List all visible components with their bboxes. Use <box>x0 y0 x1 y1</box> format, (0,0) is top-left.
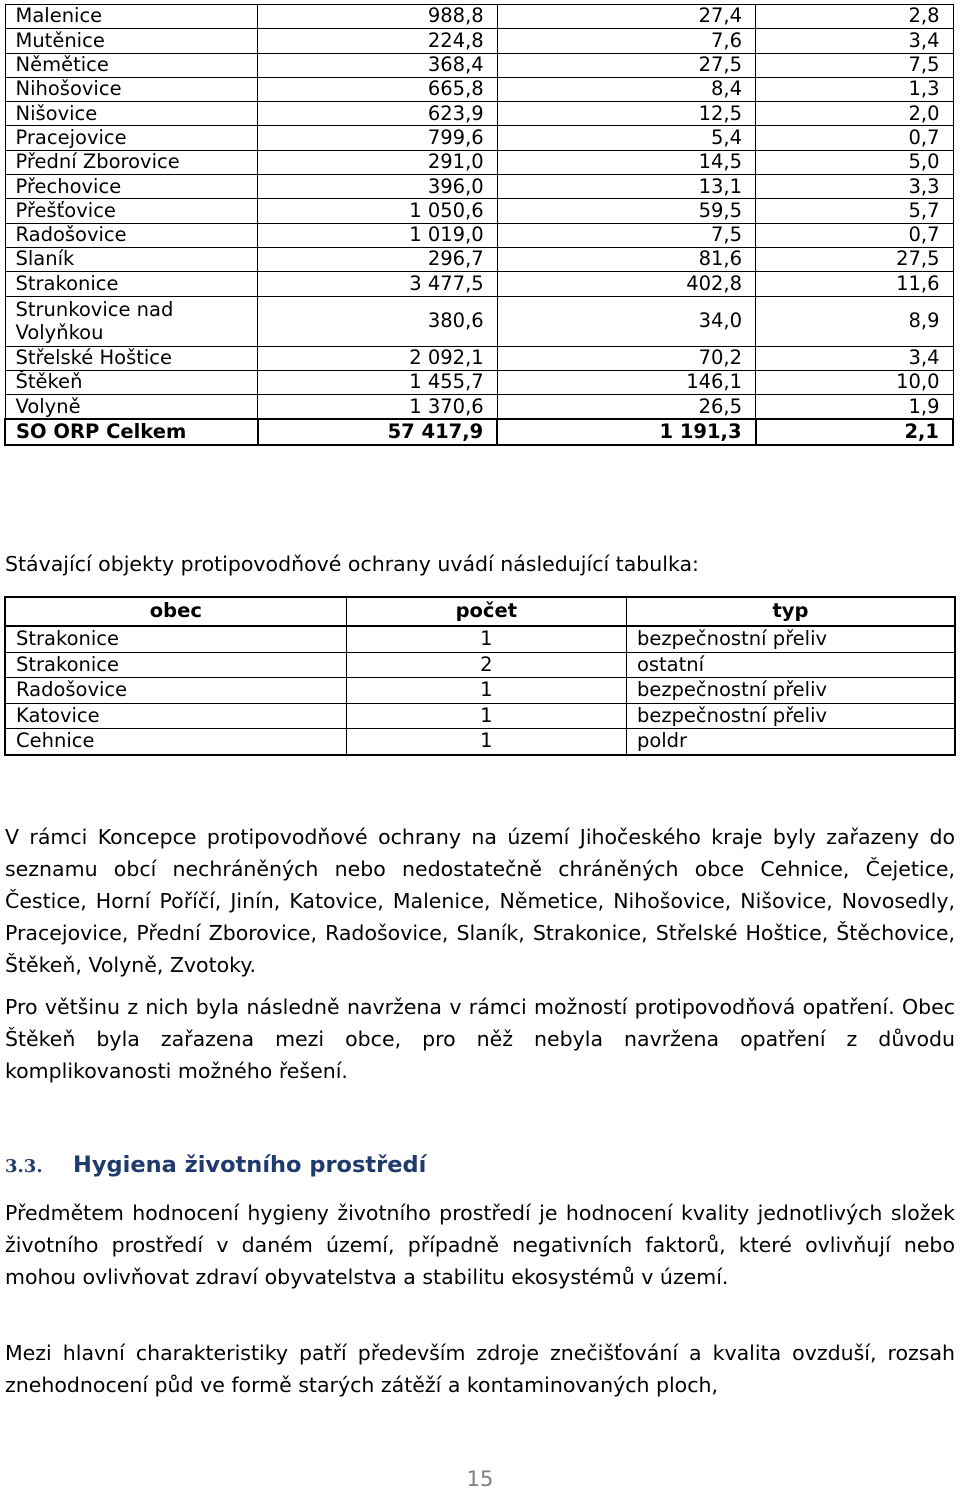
value-cell: 623,9 <box>258 102 497 126</box>
table-row <box>5 102 953 126</box>
value-cell: 1 455,7 <box>258 370 497 394</box>
value-cell: 7,6 <box>497 29 755 53</box>
table-row <box>5 150 953 174</box>
table-row <box>5 370 953 394</box>
value-cell: 11,6 <box>756 272 953 296</box>
total-row <box>5 419 953 445</box>
pocet-cell: 1 <box>346 678 626 704</box>
typ-cell: poldr <box>626 729 955 755</box>
value-cell: 2,0 <box>756 102 953 126</box>
table-row <box>5 199 953 223</box>
total-value: 2,1 <box>756 419 953 445</box>
value-cell: 7,5 <box>756 53 953 77</box>
municipality-cell: Malenice <box>5 5 258 29</box>
value-cell: 8,4 <box>497 77 755 101</box>
value-cell: 291,0 <box>258 150 497 174</box>
table-row <box>5 703 955 729</box>
value-cell: 13,1 <box>497 175 755 199</box>
pocet-cell: 1 <box>346 626 626 652</box>
value-cell: 27,5 <box>497 53 755 77</box>
table-row <box>5 77 953 101</box>
value-cell: 0,7 <box>756 223 953 247</box>
section-number: 3.3. <box>5 1156 43 1177</box>
value-cell: 3,4 <box>756 346 953 370</box>
obec-cell: Katovice <box>5 703 346 729</box>
section-title: Hygiena životního prostředí <box>73 1152 427 1178</box>
value-cell: 1,9 <box>756 395 953 420</box>
table-row <box>5 5 953 29</box>
municipality-cell: Přední Zborovice <box>5 150 258 174</box>
value-cell: 146,1 <box>497 370 755 394</box>
value-cell: 0,7 <box>756 126 953 150</box>
pocet-cell: 1 <box>346 703 626 729</box>
value-cell: 14,5 <box>497 150 755 174</box>
value-cell: 1,3 <box>756 77 953 101</box>
table-row <box>5 272 953 296</box>
municipality-cell: Štěkeň <box>5 370 258 394</box>
paragraph-opatreni: Pro většinu z nich byla následně navržena v rámci možností protipovodňová opatření. Obec Štěkeň byla zařazena mezi obce, pro něž nebyla navržena opatření z důvodu komplikovanosti možného řešení. <box>5 995 955 1083</box>
flood-protection-table <box>4 596 956 756</box>
obec-cell: Radošovice <box>5 678 346 704</box>
table-row <box>5 126 953 150</box>
value-cell: 10,0 <box>756 370 953 394</box>
value-cell: 380,6 <box>258 296 497 346</box>
value-cell: 3,3 <box>756 175 953 199</box>
typ-cell: ostatní <box>626 652 955 678</box>
value-cell: 5,7 <box>756 199 953 223</box>
table-row <box>5 223 953 247</box>
value-cell: 81,6 <box>497 247 755 271</box>
value-cell: 3 477,5 <box>258 272 497 296</box>
municipality-cell: Střelské Hoštice <box>5 346 258 370</box>
total-label: SO ORP Celkem <box>5 419 258 445</box>
municipality-cell: Němětice <box>5 53 258 77</box>
value-cell: 402,8 <box>497 272 755 296</box>
table-row <box>5 346 953 370</box>
value-cell: 396,0 <box>258 175 497 199</box>
value-cell: 7,5 <box>497 223 755 247</box>
municipality-cell: Nišovice <box>5 102 258 126</box>
municipality-cell: Volyně <box>5 395 258 420</box>
page-number: 15 <box>466 1467 494 1491</box>
pocet-cell: 2 <box>346 652 626 678</box>
obec-cell: Cehnice <box>5 729 346 755</box>
table-row <box>5 652 955 678</box>
municipality-cell: Strunkovice nad Volyňkou <box>5 296 258 346</box>
table-row <box>5 175 953 199</box>
municipality-cell: Strakonice <box>5 272 258 296</box>
value-cell: 5,0 <box>756 150 953 174</box>
value-cell: 5,4 <box>497 126 755 150</box>
value-cell: 26,5 <box>497 395 755 420</box>
value-cell: 665,8 <box>258 77 497 101</box>
paragraph-charakteristiky: Mezi hlavní charakteristiky patří především zdroje znečišťování a kvalita ovzduší, rozsah znehodnocení půd ve formě starých zátěží a kontaminovaných ploch, <box>5 1341 955 1397</box>
obec-cell: Strakonice <box>5 626 346 652</box>
value-cell: 34,0 <box>497 296 755 346</box>
value-cell: 799,6 <box>258 126 497 150</box>
municipality-cell: Nihošovice <box>5 77 258 101</box>
typ-cell: bezpečnostní přeliv <box>626 703 955 729</box>
table-row <box>5 247 953 271</box>
value-cell: 70,2 <box>497 346 755 370</box>
paragraph-koncepce: V rámci Koncepce protipovodňové ochrany na území Jihočeského kraje byly zařazeny do seznamu obcí nechráněných nebo nedostatečně chráněných obce Cehnice, Čejetice, Čestice, Horní Poříčí, Jinín, Katovice, Malenice, Němetice, Nihošovice, Nišovice, Novosedly, Pracejovice, Přední Zborovice, Radošovice, Slaník, Strakonice, Střelské Hoštice, Štěchovice, Štěkeň, Volyně, Zvotoky. <box>5 825 955 977</box>
header-pocet: počet <box>346 597 626 626</box>
value-cell: 2,8 <box>756 5 953 29</box>
value-cell: 296,7 <box>258 247 497 271</box>
value-cell: 368,4 <box>258 53 497 77</box>
total-value: 57 417,9 <box>258 419 497 445</box>
section-heading <box>5 1150 426 1178</box>
municipality-table <box>4 4 954 446</box>
pocet-cell: 1 <box>346 729 626 755</box>
value-cell: 1 370,6 <box>258 395 497 420</box>
value-cell: 3,4 <box>756 29 953 53</box>
header-obec: obec <box>5 597 346 626</box>
value-cell: 1 050,6 <box>258 199 497 223</box>
total-value: 1 191,3 <box>497 419 755 445</box>
table-row <box>5 678 955 704</box>
value-cell: 12,5 <box>497 102 755 126</box>
table-row <box>5 729 955 755</box>
table-row <box>5 29 953 53</box>
value-cell: 224,8 <box>258 29 497 53</box>
table-header-row <box>5 597 955 626</box>
table-row <box>5 626 955 652</box>
municipality-cell: Slaník <box>5 247 258 271</box>
municipality-cell: Pracejovice <box>5 126 258 150</box>
intro-text: Stávající objekty protipovodňové ochrany uvádí následující tabulka: <box>5 552 699 576</box>
municipality-cell: Přechovice <box>5 175 258 199</box>
value-cell: 27,4 <box>497 5 755 29</box>
paragraph-hygiena: Předmětem hodnocení hygieny životního prostředí je hodnocení kvality jednotlivých složek životního prostředí v daném území, případně negativních faktorů, které ovlivňují nebo mohou ovlivňovat zdraví obyvatelstva a stabilitu ekosystémů v území. <box>5 1201 955 1289</box>
value-cell: 988,8 <box>258 5 497 29</box>
municipality-cell: Radošovice <box>5 223 258 247</box>
obec-cell: Strakonice <box>5 652 346 678</box>
value-cell: 27,5 <box>756 247 953 271</box>
value-cell: 59,5 <box>497 199 755 223</box>
value-cell: 8,9 <box>756 296 953 346</box>
table-row <box>5 395 953 420</box>
value-cell: 1 019,0 <box>258 223 497 247</box>
table-row <box>5 53 953 77</box>
table-row <box>5 296 953 346</box>
typ-cell: bezpečnostní přeliv <box>626 626 955 652</box>
value-cell: 2 092,1 <box>258 346 497 370</box>
municipality-cell: Mutěnice <box>5 29 258 53</box>
typ-cell: bezpečnostní přeliv <box>626 678 955 704</box>
municipality-cell: Přešťovice <box>5 199 258 223</box>
header-typ: typ <box>626 597 955 626</box>
